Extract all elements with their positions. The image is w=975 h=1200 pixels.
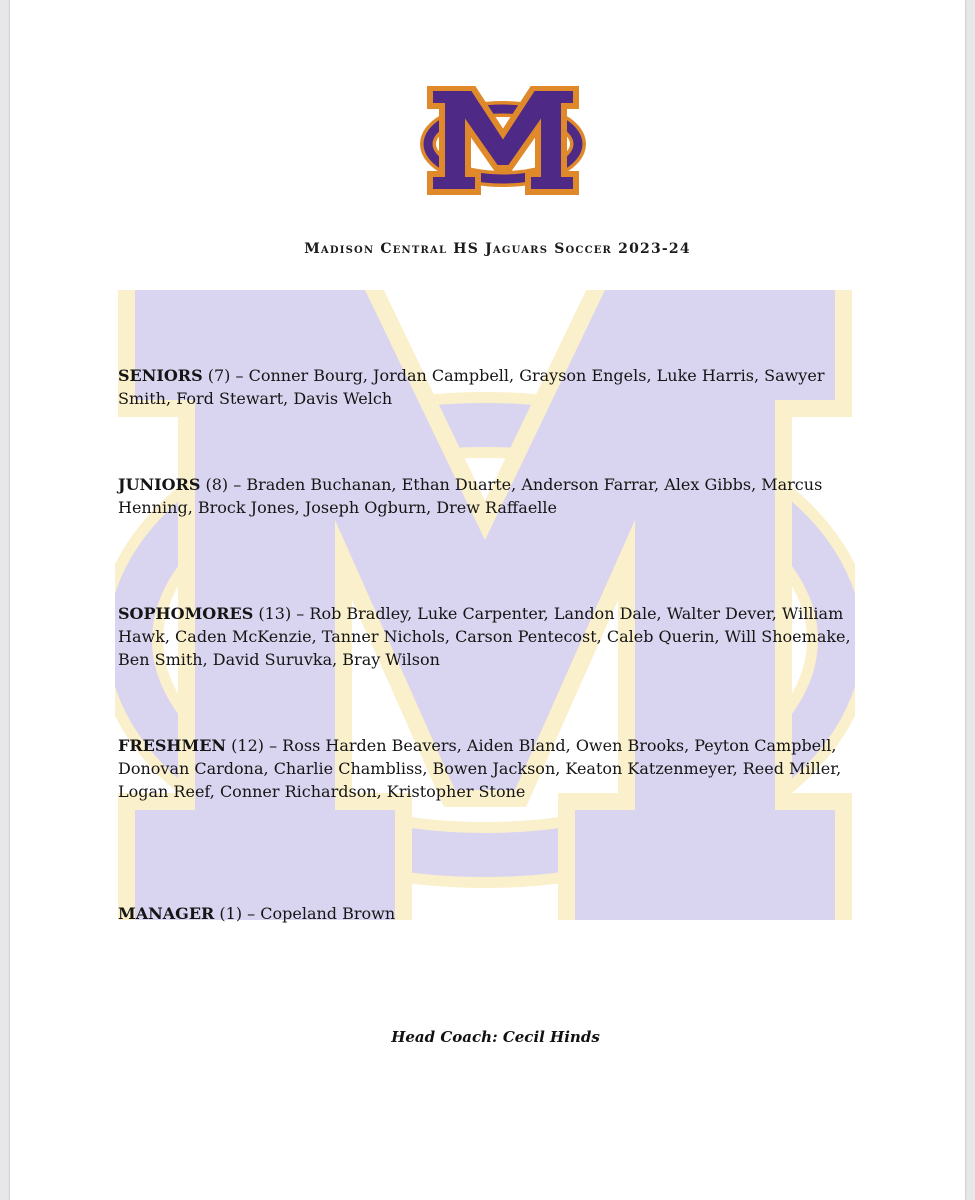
- section-heading: MANAGER: [118, 904, 215, 923]
- section-names: Rob Bradley, Luke Carpenter, Landon Dale, Walter Dever, William Hawk, Caden McKenzie, Tanner Nichols, Carson Pentecost, Caleb Querin, Will Shoemake, Ben Smith, David Suruvka, Bray Wilson: [118, 604, 851, 669]
- section-heading: SENIORS: [118, 366, 203, 385]
- head-coach-line: Head Coach: Cecil Hinds: [391, 1028, 600, 1046]
- sophomores-section: [118, 602, 858, 671]
- seniors-section: [118, 364, 858, 410]
- section-count: (8) –: [200, 475, 247, 494]
- section-count: (7) –: [202, 366, 249, 385]
- document-title: Madison Central HS Jaguars Soccer 2023-24: [304, 241, 691, 257]
- section-heading: JUNIORS: [118, 475, 201, 494]
- section-names: Ross Harden Beavers, Aiden Bland, Owen Brooks, Peyton Campbell, Donovan Cardona, Charlie Chambliss, Bowen Jackson, Keaton Katzenmeyer, Reed Miller, Logan Reef, Conner Richardson, Kristopher Stone: [118, 736, 842, 801]
- section-count: (13) –: [253, 604, 310, 623]
- mc-monogram-logo: [418, 86, 588, 196]
- section-count: (1) –: [214, 904, 261, 923]
- section-heading: FRESHMEN: [118, 736, 227, 755]
- section-count: (12) –: [226, 736, 283, 755]
- section-heading: SOPHOMORES: [118, 604, 254, 623]
- roster-page: [10, 0, 965, 1200]
- freshmen-section: [118, 734, 858, 803]
- section-names: Copeland Brown: [260, 904, 396, 923]
- section-names: Conner Bourg, Jordan Campbell, Grayson Engels, Luke Harris, Sawyer Smith, Ford Stewart, Davis Welch: [118, 366, 825, 408]
- section-names: Braden Buchanan, Ethan Duarte, Anderson Farrar, Alex Gibbs, Marcus Henning, Brock Jones, Joseph Ogburn, Drew Raffaelle: [118, 475, 823, 517]
- manager-section: [118, 902, 858, 925]
- juniors-section: [118, 473, 858, 519]
